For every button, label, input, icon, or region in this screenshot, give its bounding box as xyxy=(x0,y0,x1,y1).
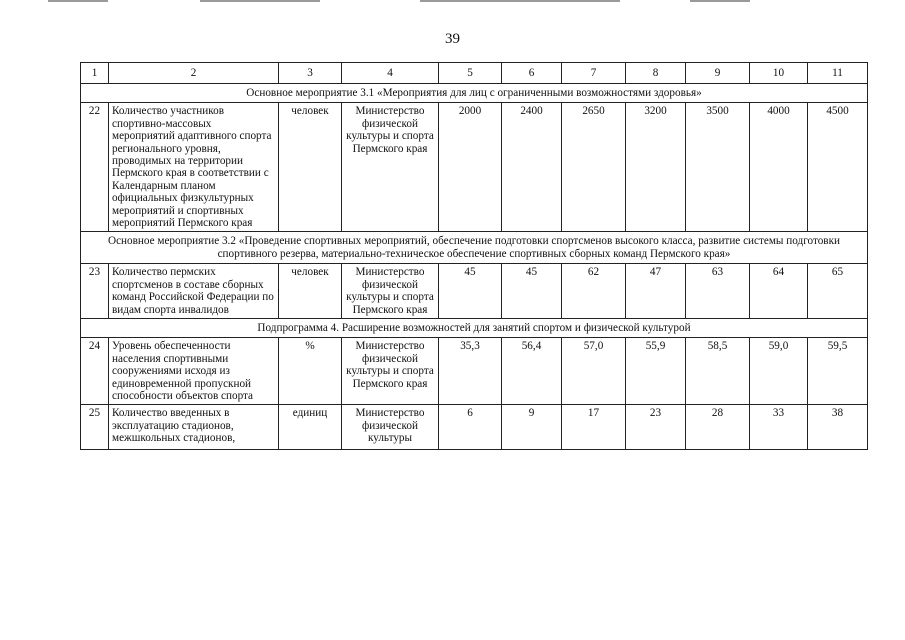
executor-cell: Министерство физической культуры и спорта Пермского края xyxy=(342,103,439,232)
value-cell: 17 xyxy=(562,405,626,450)
value-cell: 3500 xyxy=(686,103,750,232)
value-cell: 3200 xyxy=(626,103,686,232)
row-number: 24 xyxy=(81,338,109,405)
section-heading: Подпрограмма 4. Расширение возможностей для занятий спортом и физической культурой xyxy=(81,318,868,337)
value-cell: 2650 xyxy=(562,103,626,232)
value-cell: 6 xyxy=(439,405,502,450)
value-cell: 4500 xyxy=(808,103,868,232)
unit-cell: единиц xyxy=(279,405,342,450)
value-cell: 33 xyxy=(750,405,808,450)
indicator-name: Уровень обеспеченности населения спортивными сооружениями исходя из единовременной пропускной способности объектов спорта xyxy=(109,338,279,405)
column-number: 7 xyxy=(562,63,626,84)
unit-cell: человек xyxy=(279,103,342,232)
value-cell: 56,4 xyxy=(502,338,562,405)
table-row xyxy=(81,264,868,319)
row-number: 25 xyxy=(81,405,109,450)
scan-edge-mark xyxy=(200,0,320,2)
page-number: 39 xyxy=(445,31,460,47)
section-heading: Основное мероприятие 3.1 «Мероприятия для лиц с ограниченными возможностями здоровья» xyxy=(81,84,868,103)
value-cell: 2000 xyxy=(439,103,502,232)
section-heading-row xyxy=(81,318,868,337)
indicator-name: Количество введенных в эксплуатацию стадионов, межшкольных стадионов, xyxy=(109,405,279,450)
column-number: 8 xyxy=(626,63,686,84)
value-cell: 35,3 xyxy=(439,338,502,405)
column-number: 10 xyxy=(750,63,808,84)
section-heading-row xyxy=(81,232,868,264)
value-cell: 63 xyxy=(686,264,750,319)
column-number: 3 xyxy=(279,63,342,84)
table-row xyxy=(81,338,868,405)
value-cell: 38 xyxy=(808,405,868,450)
table-row xyxy=(81,405,868,450)
executor-cell: Министерство физической культуры и спорта Пермского края xyxy=(342,338,439,405)
value-cell: 59,0 xyxy=(750,338,808,405)
value-cell: 64 xyxy=(750,264,808,319)
value-cell: 47 xyxy=(626,264,686,319)
executor-cell: Министерство физической культуры xyxy=(342,405,439,450)
value-cell: 2400 xyxy=(502,103,562,232)
value-cell: 4000 xyxy=(750,103,808,232)
value-cell: 9 xyxy=(502,405,562,450)
indicator-name: Количество участников спортивно-массовых мероприятий адаптивного спорта регионального уровня, проводимых на территории Пермского края в соответствии с Календарным планом официальных физкультурных мероприятий и спортивных мероприятий Пермского края xyxy=(109,103,279,232)
table-row xyxy=(81,103,868,232)
scan-edge-mark xyxy=(48,0,108,2)
column-number: 1 xyxy=(81,63,109,84)
section-heading: Основное мероприятие 3.2 «Проведение спортивных мероприятий, обеспечение подготовки спортсменов высокого класса, развитие системы подготовки спортивного резерва, материально-техническое обеспечение спортивных сборных команд Пермского края» xyxy=(81,232,868,264)
column-number: 5 xyxy=(439,63,502,84)
value-cell: 45 xyxy=(502,264,562,319)
column-number: 4 xyxy=(342,63,439,84)
column-number: 11 xyxy=(808,63,868,84)
indicator-name: Количество пермских спортсменов в составе сборных команд Российской Федерации по видам спорта инвалидов xyxy=(109,264,279,319)
value-cell: 65 xyxy=(808,264,868,319)
value-cell: 45 xyxy=(439,264,502,319)
row-number: 22 xyxy=(81,103,109,232)
indicators-table xyxy=(80,62,868,450)
column-number: 6 xyxy=(502,63,562,84)
value-cell: 57,0 xyxy=(562,338,626,405)
value-cell: 62 xyxy=(562,264,626,319)
section-heading-row xyxy=(81,84,868,103)
value-cell: 58,5 xyxy=(686,338,750,405)
value-cell: 28 xyxy=(686,405,750,450)
scan-edge-mark xyxy=(420,0,620,2)
column-number-row xyxy=(81,63,868,84)
column-number: 9 xyxy=(686,63,750,84)
value-cell: 59,5 xyxy=(808,338,868,405)
row-number: 23 xyxy=(81,264,109,319)
value-cell: 23 xyxy=(626,405,686,450)
scan-edge-mark xyxy=(690,0,750,2)
unit-cell: % xyxy=(279,338,342,405)
value-cell: 55,9 xyxy=(626,338,686,405)
executor-cell: Министерство физической культуры и спорта Пермского края xyxy=(342,264,439,319)
column-number: 2 xyxy=(109,63,279,84)
unit-cell: человек xyxy=(279,264,342,319)
